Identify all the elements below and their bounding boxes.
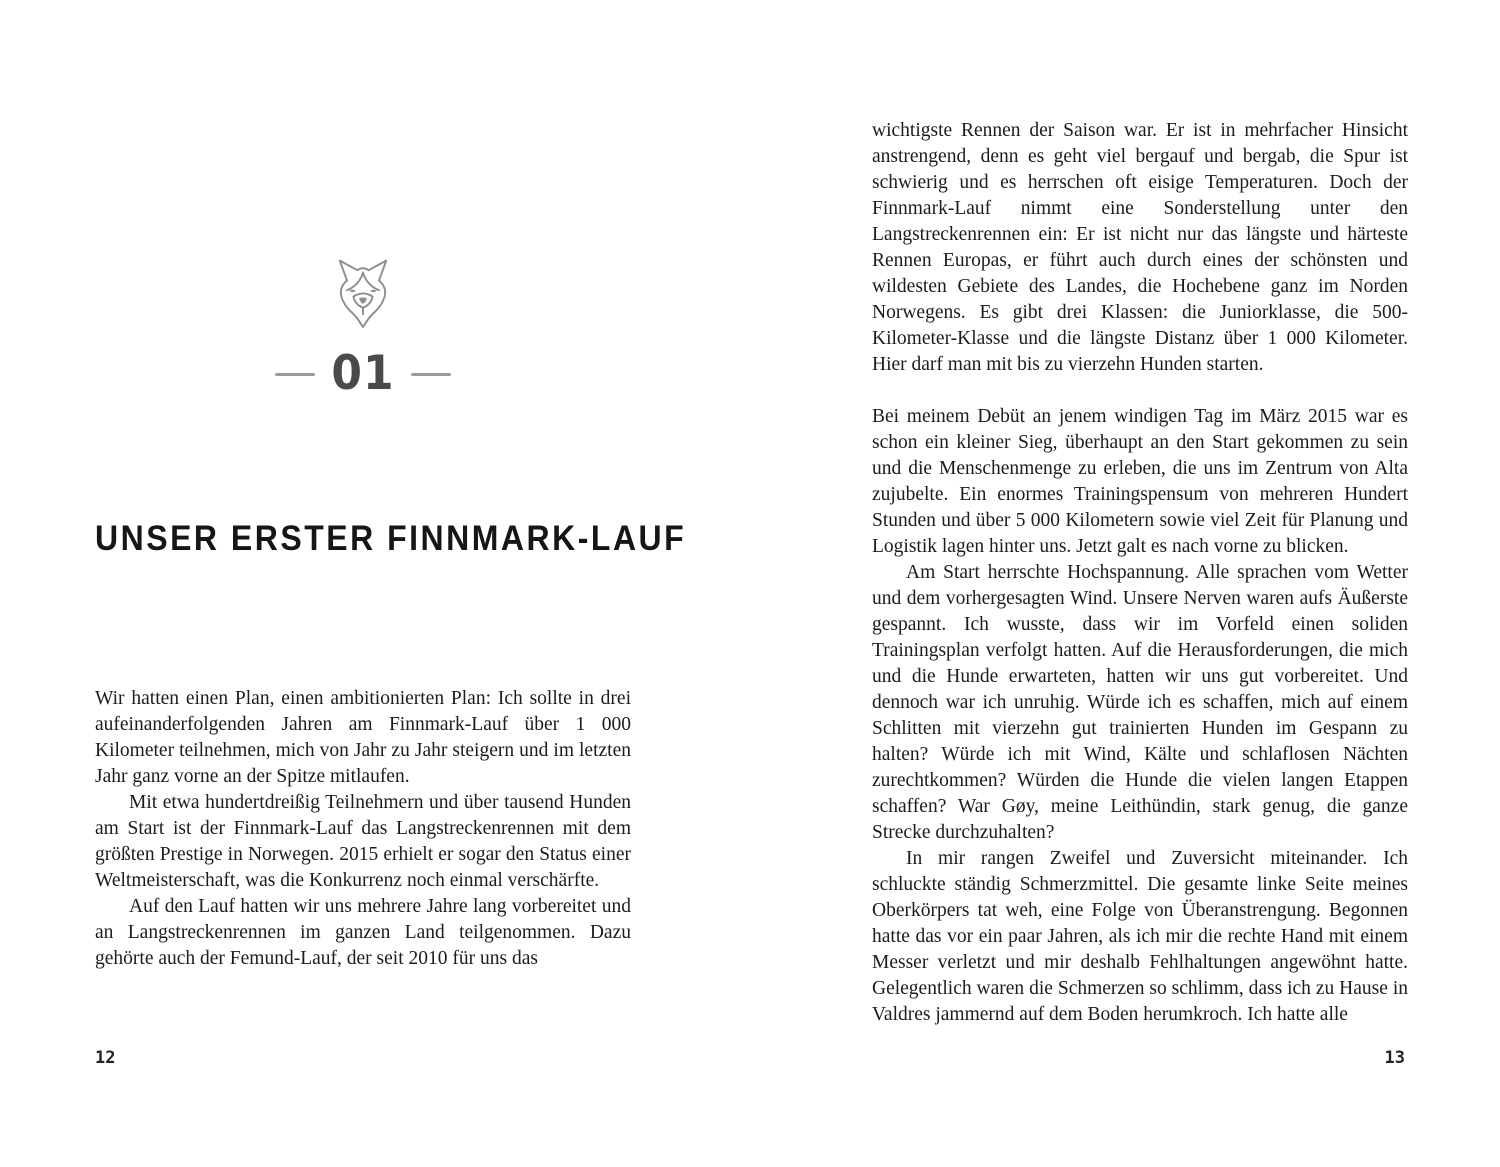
husky-head-icon (323, 255, 403, 335)
page-number-left: 12 (95, 1048, 116, 1068)
right-page-body (872, 118, 1408, 1028)
body-paragraph: Am Start herrschte Hochspannung. Alle sprachen vom Wetter und dem vorhergesagten Wind. Unsere Nerven waren aufs Äußerste gespannt. Ich wusste, dass wir im Vorfeld einen soliden Trainingsplan verfolgt hatten. Auf die Herausforderungen, die mich und die Hunde erwarteten, hatten wir uns gut vorbereitet. Und dennoch war ich unruhig. Würde ich es schaffen, mich auf einem Schlitten mit vierzehn gut trainierten Hunden im Gespann zu halten? Würde ich mit Wind, Kälte und schlaflosen Nächten zurechtkommen? Würden die Hunde die vielen langen Etappen schaffen? War Gøy, meine Leithündin, stark genug, die ganze Strecke durchzuhalten? (872, 562, 1408, 843)
chapter-number-block (95, 345, 631, 401)
body-paragraph: wichtigste Rennen der Saison war. Er ist in mehrfacher Hinsicht anstrengend, denn es geht viel bergauf und bergab, die Spur ist schwierig und es herrschen oft eisige Temperaturen. Doch der Finnmark-Lauf nimmt eine Sonderstellung unter den Langstreckenrennen ein: Er ist nicht nur das längste und härteste Rennen Europas, er führt auch durch eines der schönsten und wildesten Gebiete des Landes, die Hochebene ganz im Norden Norwegens. Es gibt drei Klassen: die Juniorklasse, die 500-Kilometer-Klasse und die längste Distanz über 1 000 Kilometer. Hier darf man mit bis zu vierzehn Hunden starten. (872, 120, 1408, 375)
body-paragraph: Mit etwa hundertdreißig Teilnehmern und über tausend Hunden am Start ist der Finnmark-Lauf das Langstreckenrennen mit dem größten Prestige in Norwegen. 2015 erhielt er sogar den Status einer Weltmeisterschaft, was die Konkurrenz noch einmal verschärfte. (95, 792, 631, 891)
right-page (750, 0, 1500, 1167)
body-paragraph: Wir hatten einen Plan, einen ambitionierten Plan: Ich sollte in drei aufeinanderfolgenden Jahren am Finnmark-Lauf über 1 000 Kilometer teilnehmen, mich von Jahr zu Jahr steigern und im letzten Jahr ganz vorne an der Spitze mitlaufen. (95, 688, 631, 787)
chapter-rule-right (411, 373, 451, 376)
chapter-title: UNSER ERSTER FINNMARK-LAUF (95, 518, 687, 558)
body-paragraph: Bei meinem Debüt an jenem windigen Tag im März 2015 war es schon ein kleiner Sieg, überhaupt an den Start gekommen zu sein und die Menschenmenge zu erleben, die uns im Zentrum von Alta zujubelte. Ein enormes Trainingspensum von mehreren Hundert Stunden und über 5 000 Kilometern sowie viel Zeit für Planung und Logistik lagen hinter uns. Jetzt galt es nach vorne zu blicken. (872, 406, 1408, 557)
page-number-right: 13 (1384, 1048, 1405, 1068)
body-paragraph: In mir rangen Zweifel und Zuversicht miteinander. Ich schluckte ständig Schmerzmittel. Die gesamte linke Seite meines Oberkörpers tat weh, eine Folge von Überanstrengung. Begonnen hatte das vor ein paar Jahren, als ich mir die rechte Hand mit einem Messer verletzt und mir deshalb Fehlhaltungen angewöhnt hatte. Gelegentlich waren die Schmerzen so schlimm, dass ich zu Hause in Valdres jammernd auf dem Boden herumkroch. Ich hatte alle (872, 848, 1408, 1025)
chapter-rule-left (275, 373, 315, 376)
left-page-body (95, 686, 631, 972)
chapter-number: 01 (331, 345, 395, 401)
body-paragraph: Auf den Lauf hatten wir uns mehrere Jahre lang vorbereitet und an Langstreckenrennen im ganzen Land teilgenommen. Dazu gehörte auch der Femund-Lauf, der seit 2010 für uns das (95, 896, 631, 969)
